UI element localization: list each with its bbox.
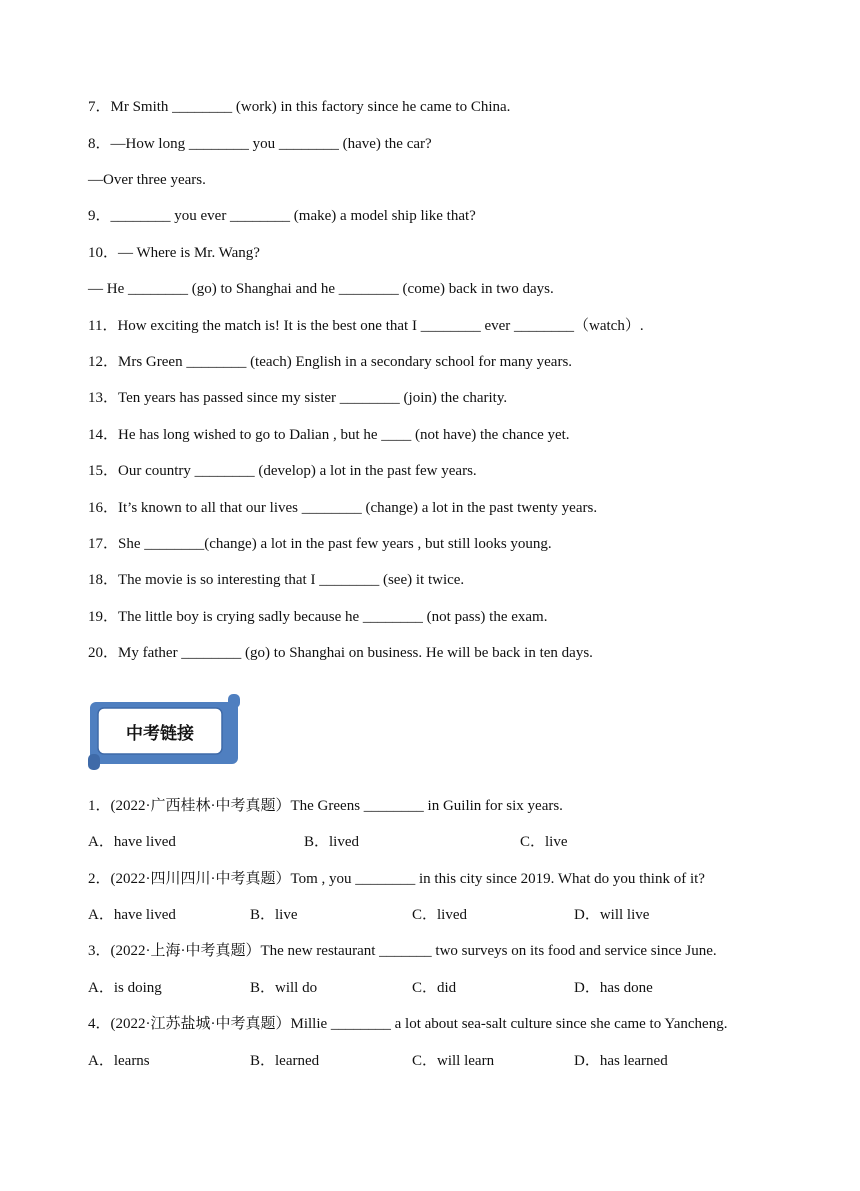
exercise-8-answer: —Over three years. [88,172,206,188]
exercise-19: 19．The little boy is crying sadly because he ________ (not pass) the exam. [88,609,548,625]
question-2-option-a[interactable]: A．have lived [88,907,176,923]
exercise-9: 9．________ you ever ________ (make) a model ship like that? [88,208,476,224]
question-3-option-d[interactable]: D．has done [574,980,653,996]
exercise-10: 10．— Where is Mr. Wang? [88,245,260,261]
question-3-option-c[interactable]: C．did [412,980,457,996]
question-4-option-c[interactable]: C．will learn [412,1053,495,1069]
exercise-17: 17．She ________(change) a lot in the past few years , but still looks young. [88,536,552,552]
question-3-option-b[interactable]: B．will do [250,980,318,996]
question-4-option-a[interactable]: A．learns [88,1053,150,1069]
exercise-13: 13．Ten years has passed since my sister ________ (join) the charity. [88,390,508,406]
question-4-option-d[interactable]: D．has learned [574,1053,668,1069]
exercise-7: 7．Mr Smith ________ (work) in this factory since he came to China. [88,99,511,115]
question-2-option-d[interactable]: D．will live [574,907,650,923]
section-title: 中考链接 [126,723,194,744]
question-1-option-a[interactable]: A．have lived [88,834,176,850]
exercise-15: 15．Our country ________ (develop) a lot in the past few years. [88,463,477,479]
exercise-14: 14．He has long wished to go to Dalian , but he ____ (not have) the chance yet. [88,427,570,443]
exercise-8: 8．—How long ________ you ________ (have) the car? [88,136,432,152]
exercise-16: 16．It’s known to all that our lives ________ (change) a lot in the past twenty years. [88,500,598,516]
question-2-option-c[interactable]: C．lived [412,907,467,923]
question-4-option-b[interactable]: B．learned [250,1053,320,1069]
question-3-option-a[interactable]: A．is doing [88,980,162,996]
exercise-11: 11．How exciting the match is! It is the best one that I ________ ever ________（watch）. [88,318,644,334]
exercise-12: 12．Mrs Green ________ (teach) English in a secondary school for many years. [88,354,573,370]
question-3-stem: 3．(2022·上海·中考真题）The new restaurant _______ two surveys on its food and service since June. [88,943,717,959]
question-2-stem: 2．(2022·四川四川·中考真题）Tom , you ________ in this city since 2019. What do you think of it? [88,871,705,887]
question-1-option-c[interactable]: C．live [520,834,568,850]
question-2-option-b[interactable]: B．live [250,907,298,923]
exercise-18: 18．The movie is so interesting that I ________ (see) it twice. [88,572,465,588]
question-1-stem: 1．(2022·广西桂林·中考真题）The Greens ________ in Guilin for six years. [88,798,563,814]
question-4-stem: 4．(2022·江苏盐城·中考真题）Millie ________ a lot about sea-salt culture since she came to Yancheng. [88,1016,728,1032]
question-1-option-b[interactable]: B．lived [304,834,359,850]
section-banner [88,694,244,770]
exercise-20: 20．My father ________ (go) to Shanghai on business. He will be back in ten days. [88,645,593,661]
exercise-10-answer: — He ________ (go) to Shanghai and he ________ (come) back in two days. [88,281,554,297]
